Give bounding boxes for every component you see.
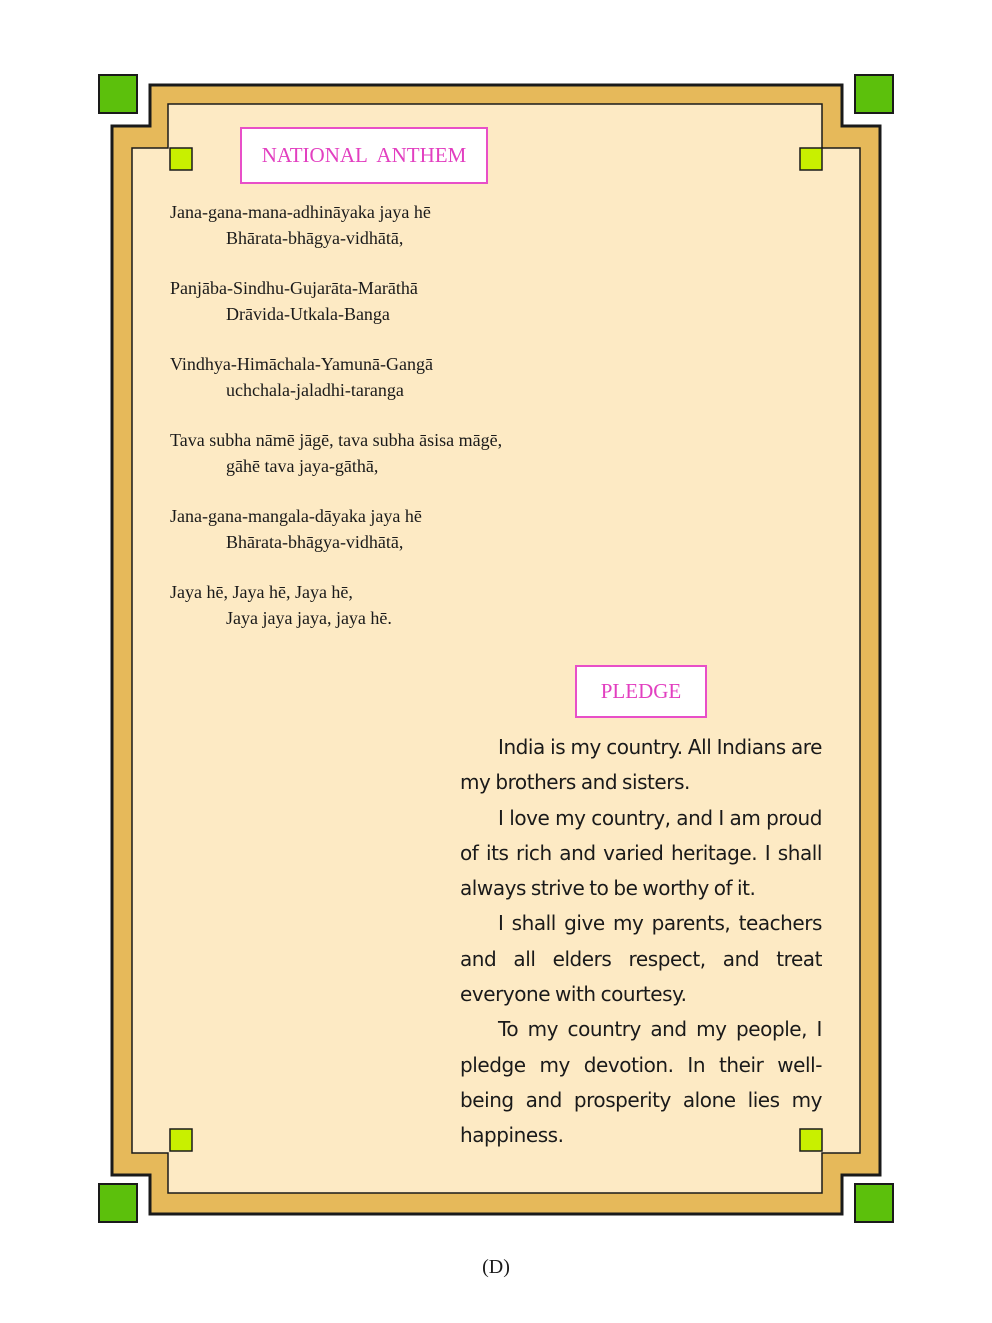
pledge-paragraph: I shall give my parents, teachers and all elders respect, and treat everyone with courtesy. (460, 911, 822, 1007)
anthem-line: Tava subha nāmē jāgē, tava subha āsisa māgē, (170, 430, 503, 450)
pledge-text (460, 730, 822, 1154)
pledge-title (575, 665, 707, 718)
pledge-paragraph: To my country and my people, I pledge my devotion. In their well-being and prosperity alone lies my happiness. (460, 1017, 822, 1148)
anthem-line: Panjāba-Sindhu-Gujarāta-Marāthā (170, 278, 418, 298)
anthem-line: Vindhya-Himāchala-Yamunā-Gangā (170, 354, 434, 374)
anthem-line: gāhē tava jaya-gāthā, (226, 455, 379, 476)
anthem-line: Bhārata-bhāgya-vidhātā, (226, 227, 404, 248)
corner-square-top-right (855, 75, 893, 113)
small-square-top-left (170, 148, 192, 170)
pledge-paragraph: India is my country. All Indians are my brothers and sisters. (460, 735, 822, 795)
anthem-line: Jaya jaya jaya, jaya hē. (226, 607, 392, 628)
national-anthem-title (240, 127, 488, 184)
anthem-line: Drāvida-Utkala-Banga (226, 303, 390, 324)
anthem-stanza (170, 504, 600, 555)
anthem-line: Jana-gana-mangala-dāyaka jaya hē (170, 506, 422, 526)
national-anthem-title-text: NATIONAL ANTHEM (261, 143, 467, 167)
corner-square-bottom-right (855, 1184, 893, 1222)
anthem-stanza (170, 200, 600, 251)
anthem-line: Jaya hē, Jaya hē, Jaya hē, (170, 582, 353, 602)
anthem-line: Jana-gana-mana-adhināyaka jaya hē (170, 202, 431, 222)
small-square-top-right (800, 148, 822, 170)
anthem-stanza (170, 276, 600, 327)
anthem-lyrics (170, 200, 600, 656)
anthem-line: uchchala-jaladhi-taranga (226, 379, 404, 400)
anthem-stanza (170, 428, 600, 479)
anthem-line: Bhārata-bhāgya-vidhātā, (226, 531, 404, 552)
pledge-paragraph: I love my country, and I am proud of its rich and varied heritage. I shall always strive to be worthy of it. (460, 805, 822, 901)
anthem-stanza (170, 580, 600, 631)
page-number: (D) (482, 1256, 510, 1278)
pledge-title-text: PLEDGE (600, 679, 682, 703)
small-square-bottom-left (170, 1129, 192, 1151)
corner-square-top-left (99, 75, 137, 113)
anthem-stanza (170, 352, 600, 403)
corner-square-bottom-left (99, 1184, 137, 1222)
